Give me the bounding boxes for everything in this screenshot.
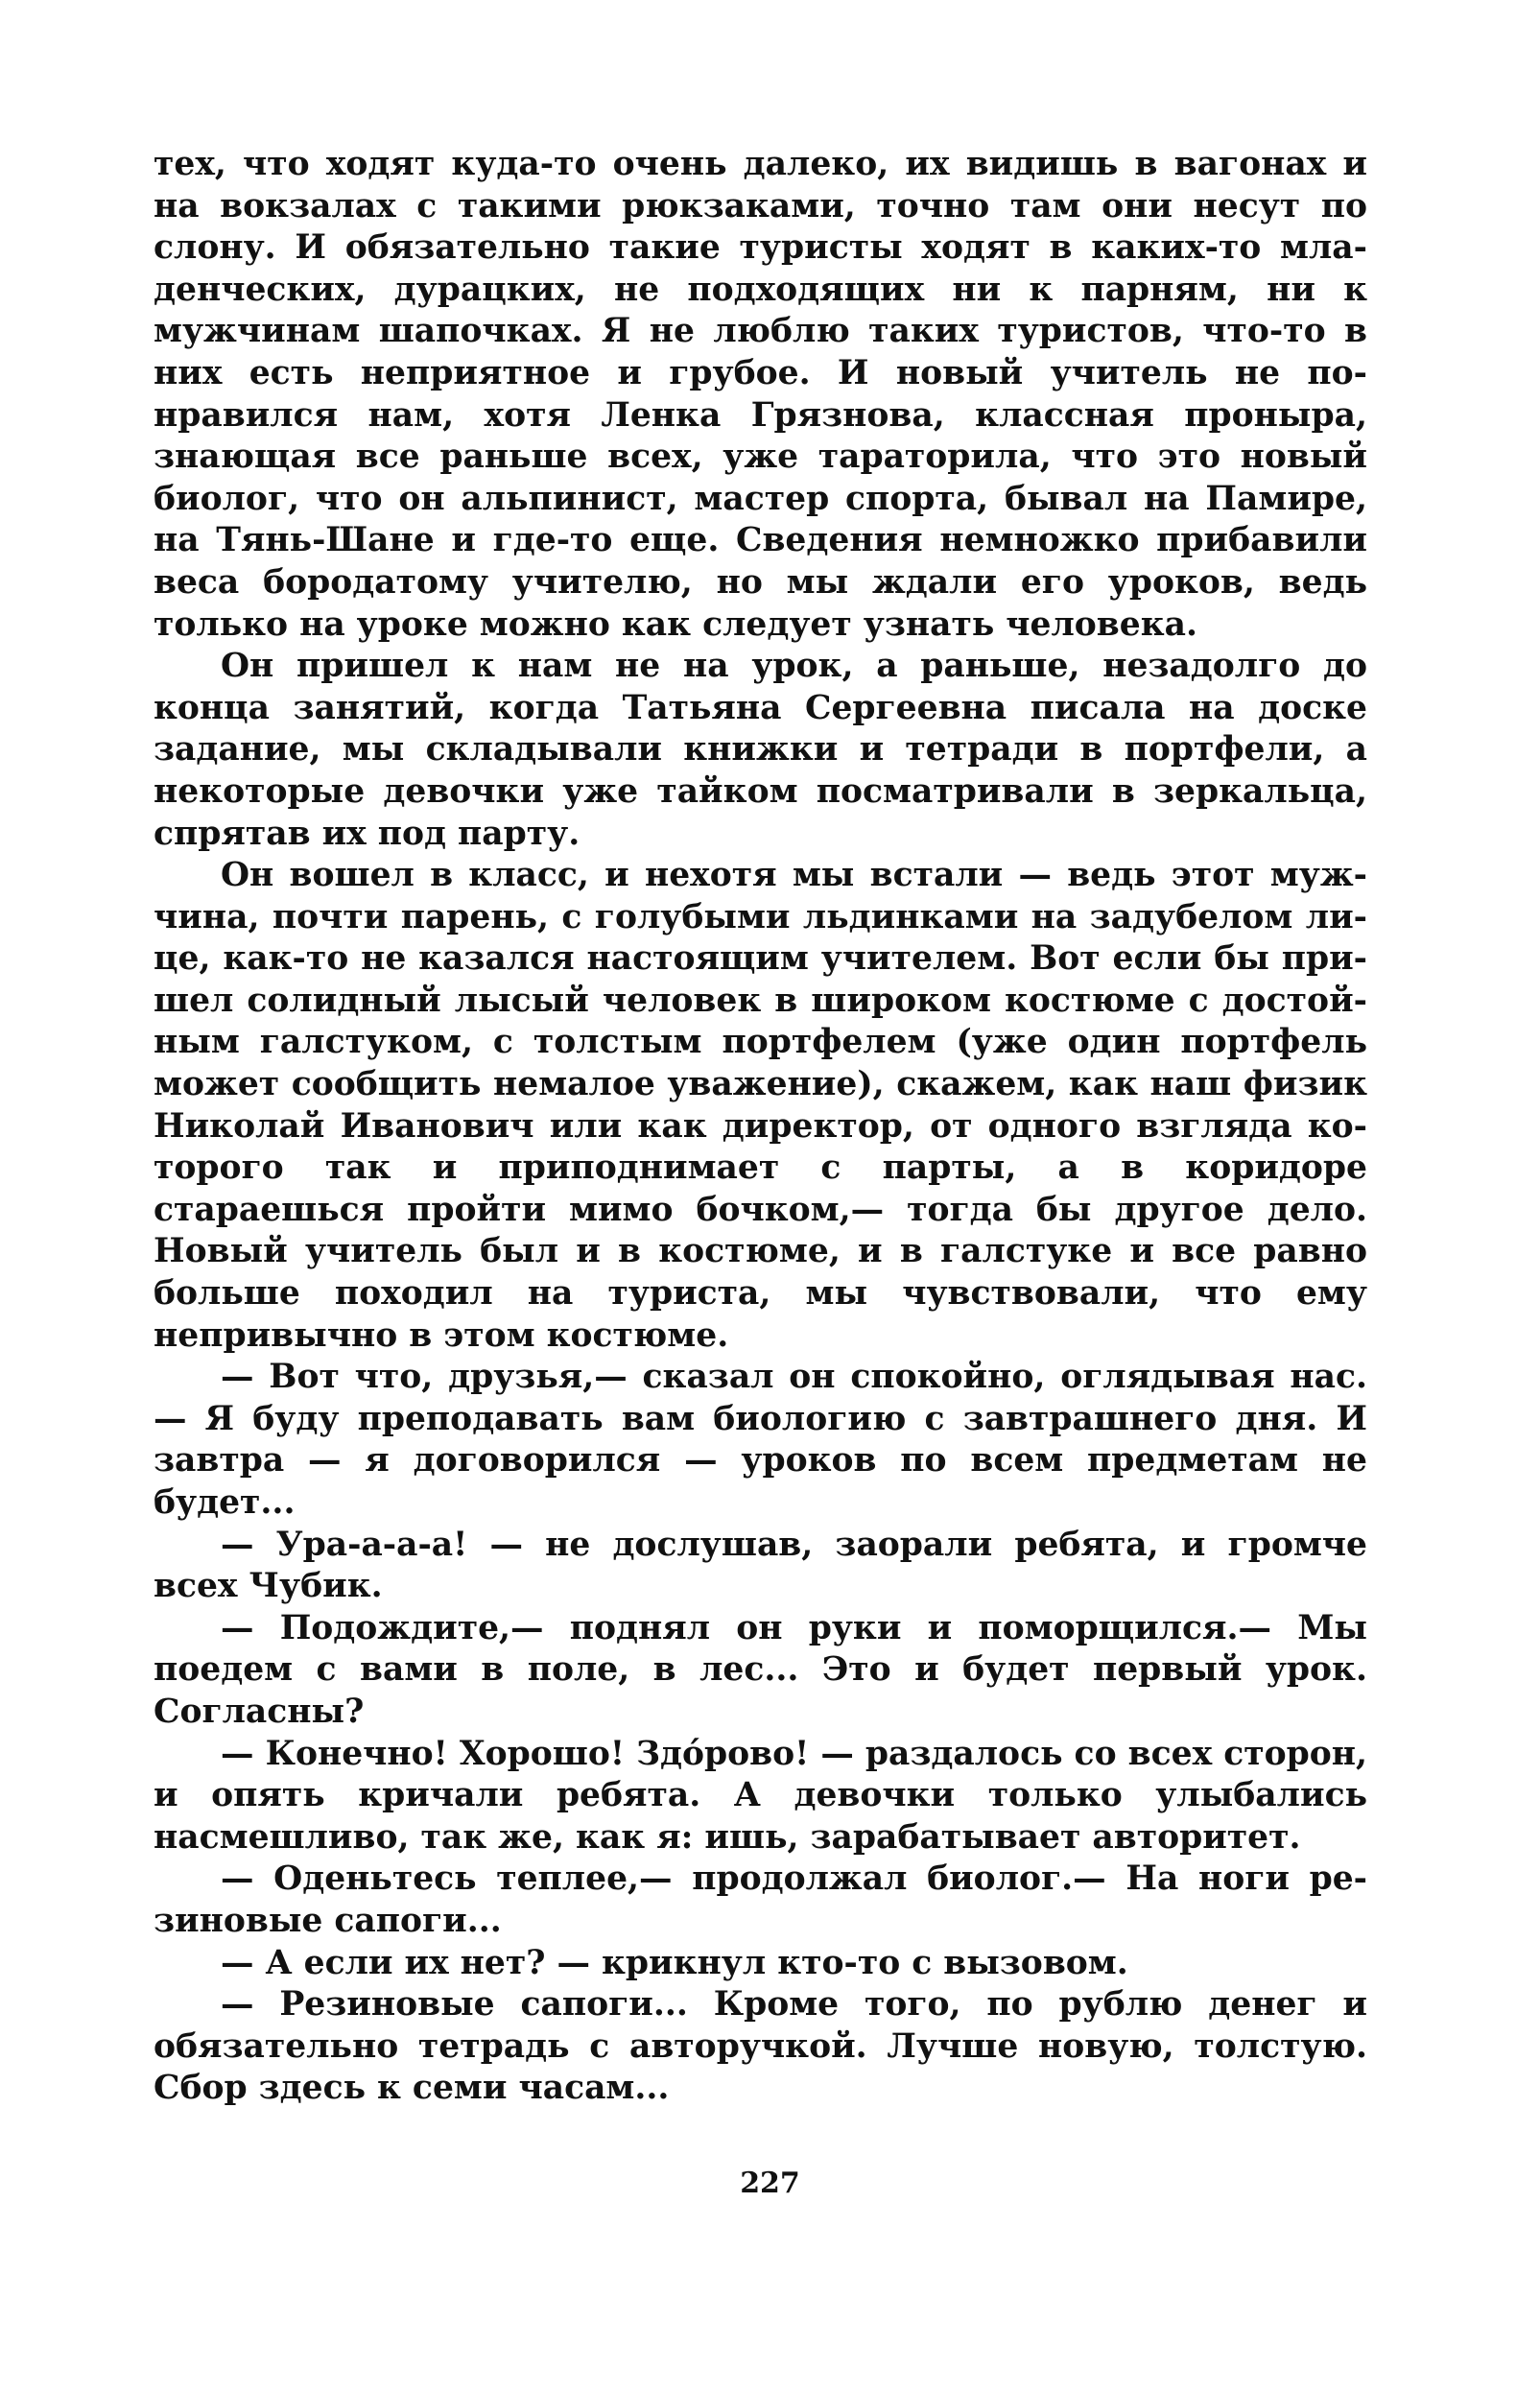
paragraph-8: — Оденьтесь теплее,— продолжал биолог.— На ноги резиновые сапоги... (154, 1859, 1367, 1940)
paragraph-3: Он вошел в класс, и нехотя мы встали — ведь этот мужчина, почти парень, с голубыми льдинками на задубелом лице, как-то не казался настоящим учителем. Вот если бы пришел солидный лысый человек в широком костюме с достойным галстуком, с толстым портфелем (уже один портфель может сообщить немалое уважение), скажем, как наш физик Николай Иванович или как директор, от одного взгляда которого так и приподнимает с парты, а в коридоре стараешься пройти мимо бочком,— тогда бы другое дело. Новый учитель был и в костюме, и в галстуке и все равно больше походил на туриста, мы чувствовали, что ему непривычно в этом костюме. (154, 856, 1367, 1355)
paragraph-10: — Резиновые сапоги... Кроме того, по рублю денег и обязательно тетрадь с авторучкой. Лучше новую, толстую. Сбор здесь к семи часам... (154, 1985, 1367, 2108)
paragraph-6: — Подождите,— поднял он руки и поморщился.— Мы поедем с вами в поле, в лес... Это и будет первый урок. Согласны? (154, 1608, 1367, 1731)
paragraph-7: — Конечно! Хорошо! Здо́рово! — раздалось со всех сторон, и опять кричали ребята. А девочки только улыбались насмешливо, так же, как я: ишь, зарабатывает авторитет. (154, 1734, 1367, 1857)
paragraph-5: — Ура-а-а-а! — не дослушав, заорали ребята, и громче всех Чубик. (154, 1525, 1367, 1606)
page-number: 227 (740, 2167, 800, 2200)
paragraph-2: Он пришел к нам не на урок, а раньше, незадолго до конца занятий, когда Татьяна Сергеевна писала на доске задание, мы складывали книжки и тетради в портфели, а некоторые девочки уже тайком посматривали в зеркальца, спрятав их под парту. (154, 647, 1367, 853)
paragraph-9: — А если их нет? — крикнул кто-то с вызовом. (221, 1943, 1128, 1982)
page-text (154, 144, 1367, 2110)
paragraph-1: тех, что ходят куда-то очень далеко, их видишь в вагонах и на вокзалах с такими рюкзаками, точно там они несут по слону. И обязательно такие туристы ходят в каких-то младенческих, дурацких, не подходящих ни к парням, ни к мужчинам шапочках. Я не люблю таких туристов, что-то в них есть неприятное и грубое. И новый учитель не понравился нам, хотя Ленка Грязнова, классная проныра, знающая все раньше всех, уже тараторила, что это новый биолог, что он альпинист, мастер спорта, бывал на Памире, на Тянь-Шане и где-то еще. Сведения немножко прибавили веса бородатому учителю, но мы ждали его уроков, ведь только на уроке можно как следует узнать человека. (154, 145, 1367, 644)
paragraph-4: — Вот что, друзья,— сказал он спокойно, оглядывая нас.— Я буду преподавать вам биологию с завтрашнего дня. И завтра — я договорился — уроков по всем предметам не будет... (154, 1358, 1367, 1522)
